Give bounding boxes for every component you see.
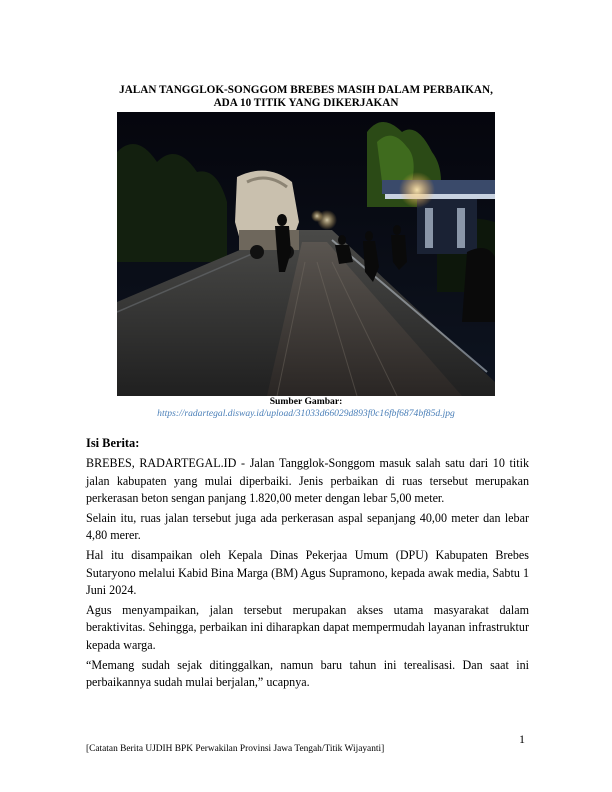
paragraph: Selain itu, ruas jalan tersebut juga ada perkerasan aspal sepanjang 40,00 meter dan lebar 4,80 merer. xyxy=(86,510,529,543)
road-construction-photo xyxy=(117,112,495,396)
footer-note: [Catatan Berita UJDIH BPK Perwakilan Provinsi Jawa Tengah/Titik Wijayanti] xyxy=(86,744,385,754)
title-line-1: JALAN TANGGLOK-SONGGOM BREBES MASIH DALAM PERBAIKAN, xyxy=(119,84,493,96)
title-line-2: ADA 10 TITIK YANG DIKERJAKAN xyxy=(213,97,399,110)
document-title xyxy=(60,84,552,111)
paragraph: Hal itu disampaikan oleh Kepala Dinas Pekerjaa Umum (DPU) Kabupaten Brebes Sutaryono melalui Kabid Bina Marga (BM) Agus Supramono, kepada awak media, Sabtu 1 Juni 2024. xyxy=(86,547,529,598)
image-caption xyxy=(60,396,552,420)
image-source-link[interactable]: https://radartegal.disway.id/upload/31033d66029d893f0c16fbf6874bf85d.jpg xyxy=(157,407,455,419)
section-heading: Isi Berita: xyxy=(86,436,140,450)
paragraph: BREBES, RADARTEGAL.ID - Jalan Tangglok-Songgom masuk salah satu dari 10 titik jalan kabupaten yang mulai diperbaiki. Jenis perbaikan di ruas tersebut merupakan perkerasan beton sengan panjang 1.820,00 meter dengan lebar 5,00 meter. xyxy=(86,456,529,506)
article-body xyxy=(86,455,529,694)
paragraph: “Memang sudah sejak ditinggalkan, namun baru tahun ini terealisasi. Dan saat ini perbaikannya sudah mulai berjalan,” ucapnya. xyxy=(86,657,529,690)
paragraph: Agus menyampaikan, jalan tersebut merupakan akses utama masyarakat dalam beraktivitas. Sehingga, perbaikan ini diharapkan dapat mempermudah layanan infrastruktur kepada warga. xyxy=(86,602,529,652)
caption-label: Sumber Gambar: xyxy=(269,396,343,407)
page-number: 1 xyxy=(519,732,525,746)
